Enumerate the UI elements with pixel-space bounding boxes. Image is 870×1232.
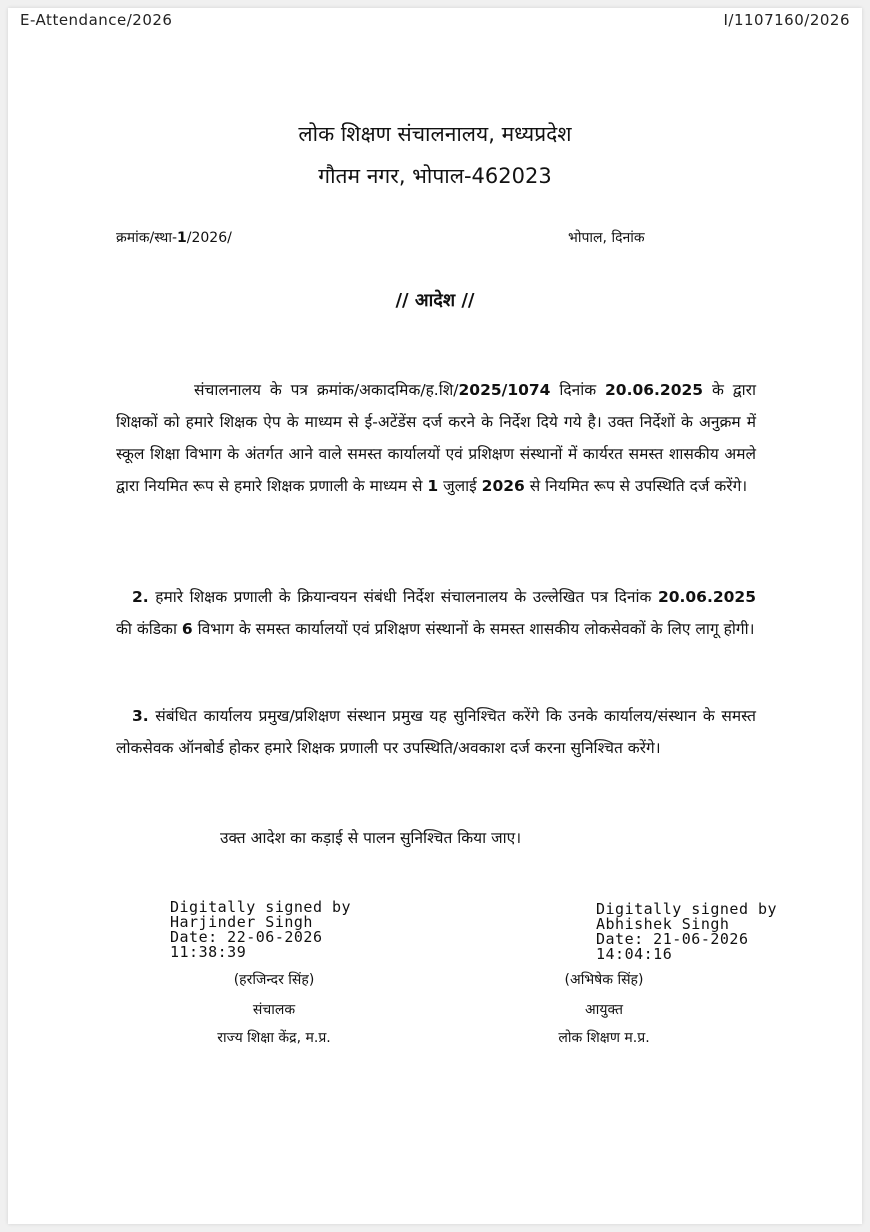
order-heading: // आदेश // [395,290,475,311]
office-address: गौतम नगर, भोपाल-462023 [318,164,552,188]
digital-signature-right [596,902,777,962]
p1-day: 1 [427,477,439,495]
sig-right-line4: 14:04:16 [596,945,673,963]
sig-left-line4: 11:38:39 [170,943,247,961]
reference-bold: 1 [177,230,187,246]
sig-right-line1: Digitally signed by [596,900,778,918]
signatory-left-office: राज्य शिक्षा केंद्र, म.प्र. [217,1030,331,1046]
p1-text-i: से नियमित रूप से उपस्थिति दर्ज करेंगे। [524,477,748,495]
p2-text-a: हमारे शिक्षक प्रणाली के क्रियान्वयन संबंधी निर्देश संचालनालय के उल्लेखित पत्र दिनांक [148,588,658,606]
signatory-right-name: (अभिषेक सिंह) [564,972,644,988]
closing-line: उक्त आदेश का कड़ाई से पालन सुनिश्चित किया जाए। [220,829,522,847]
sig-right-line2: Abhishek Singh [596,915,730,933]
p2-clause: 6 [181,620,193,638]
signatory-right-office: लोक शिक्षण म.प्र. [558,1030,650,1046]
sig-left-line3: Date: 22-06-2026 [170,928,323,946]
header-right-code: I/1107160/2026 [723,11,850,29]
paragraph-3 [116,700,756,764]
signatory-left-name: (हरजिन्दर सिंह) [233,972,315,988]
p3-text: संबंधित कार्यालय प्रमुख/प्रशिक्षण संस्थान प्रमुख यह सुनिश्चित करेंगे कि उनके कार्यालय/संस्थान के समस्त लोकसेवक ऑनबोर्ड होकर हमारे शिक्षक प्रणाली पर उपस्थिति/अवकाश दर्ज करना सुनिश्चित करेंगे। [116,707,756,757]
paragraph-2 [116,581,756,645]
digital-signature-left [170,900,351,960]
reference-number [116,228,232,247]
sig-left-line1: Digitally signed by [170,898,352,916]
p1-date: 20.06.2025 [605,381,704,399]
p1-text-c: दिनांक [550,381,605,399]
sig-left-line2: Harjinder Singh [170,913,313,931]
reference-prefix: क्रमांक/स्था- [116,230,178,246]
signatory-right-designation: आयुक्त [585,1002,623,1018]
p2-text-c: की कंडिका [116,620,182,638]
signatory-left-designation: संचालक [252,1002,296,1018]
header-left-code: E-Attendance/2026 [20,11,173,29]
p2-number: 2. [132,588,149,606]
p2-date: 20.06.2025 [657,588,756,606]
document-page [8,8,862,1224]
p1-year: 2026 [481,477,525,495]
p1-ref-number: 2025/1074 [458,381,551,399]
place-date: भोपाल, दिनांक [568,230,645,246]
paragraph-1 [116,374,756,502]
p2-text-e: विभाग के समस्त कार्यालयों एवं प्रशिक्षण संस्थानों के समस्त शासकीय लोकसेवकों के लिए लागू होगी। [192,620,755,638]
sig-right-line3: Date: 21-06-2026 [596,930,749,948]
p3-number: 3. [132,707,149,725]
p1-text-a: संचालनालय के पत्र क्रमांक/अकादमिक/ह.शि/ [194,381,459,399]
reference-suffix: /2026/ [186,230,232,246]
p1-month: जुलाई [438,477,482,495]
office-name: लोक शिक्षण संचालनालय, मध्यप्रदेश [298,122,572,146]
p1-text-e: के द्वारा शिक्षकों को हमारे शिक्षक ऐप के माध्यम से ई-अटेंडेंस दर्ज करने के निर्देश दिये गये है। उक्त निर्देशों के अनुक्रम में स्कूल शिक्षा विभाग के अंतर्गत आने वाले समस्त कार्यालयों एवं प्रशिक्षण संस्थानों में कार्यरत समस्त शासकीय अमले द्वारा नियमित रूप से हमारे शिक्षक प्रणाली के माध्यम से [116,381,757,495]
